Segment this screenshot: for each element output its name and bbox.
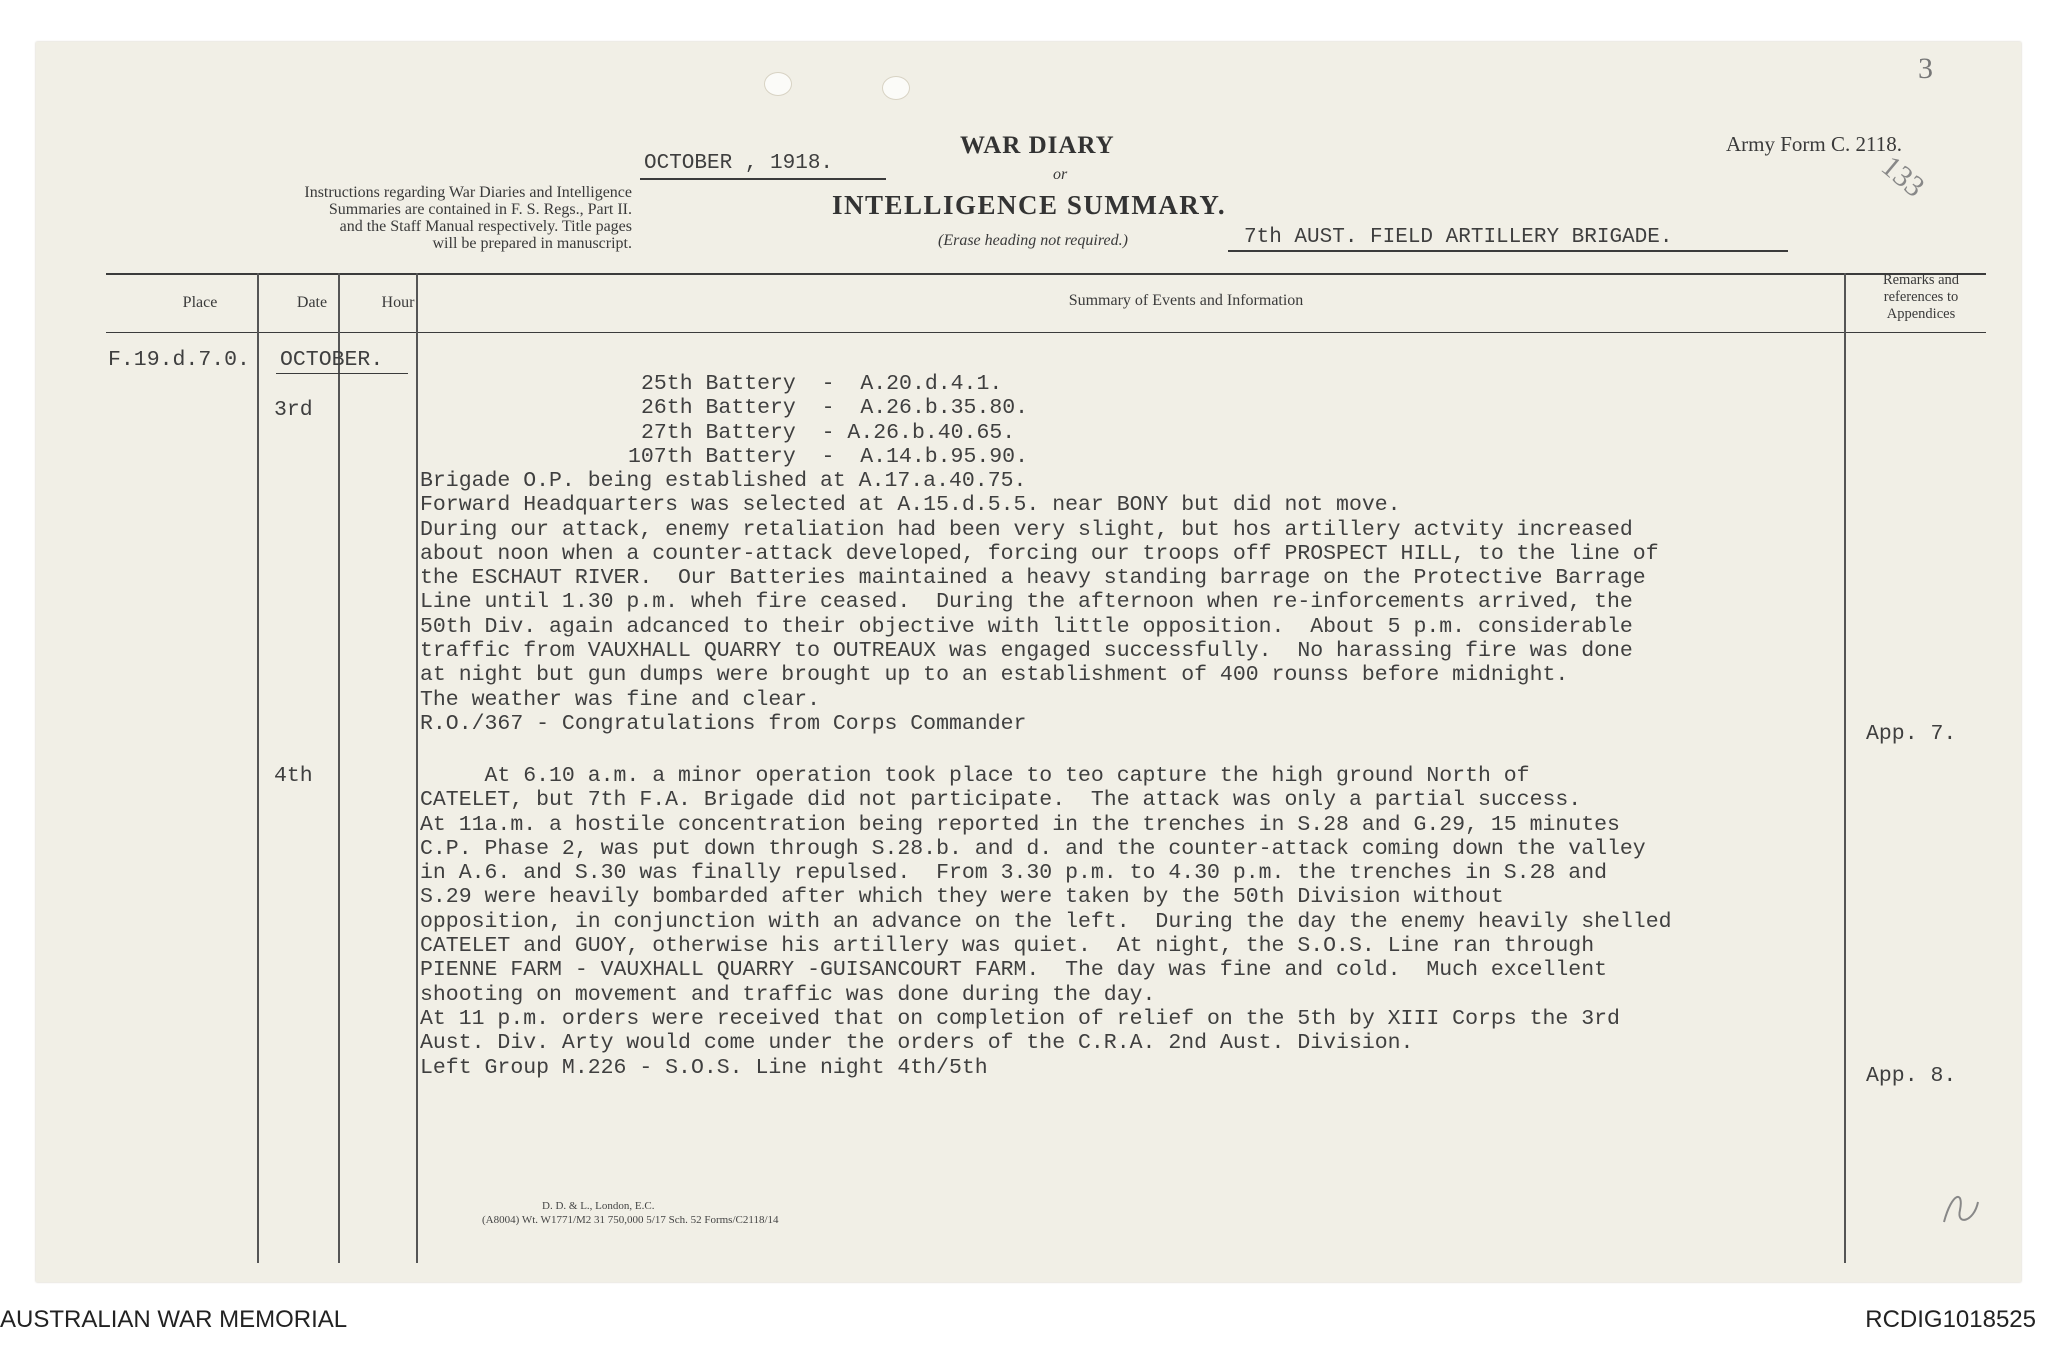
date-4th: 4th: [274, 764, 313, 788]
narrative-line: S.29 were heavily bombarded after which they were taken by the 50th Division without: [420, 885, 1504, 910]
entry-4th-text: [420, 764, 1672, 1080]
footer-record-id: RCDIG1018525: [1865, 1306, 2036, 1333]
column-divider: [416, 273, 418, 1263]
narrative-line: shooting on movement and traffic was done during the day.: [420, 982, 1156, 1007]
punch-hole: [764, 72, 792, 96]
appendix-7-ref: App. 7.: [1866, 722, 1957, 746]
narrative-line: about noon when a counter-attack developed, forcing our troops off PROSPECT HILL, to the line of: [420, 541, 1659, 566]
narrative-line: the ESCHAUT RIVER. Our Batteries maintained a heavy standing barrage on the Protective Barrage: [420, 566, 1646, 591]
title-intelligence-summary: INTELLIGENCE SUMMARY.: [832, 190, 1227, 220]
entry-3rd-text: [420, 469, 1659, 736]
unit-underline: [1228, 250, 1788, 252]
remarks-header-line: references to: [1883, 289, 1959, 305]
remarks-header-line: Remarks and: [1882, 272, 1960, 288]
table-top-rule: [106, 273, 1986, 275]
narrative-line: CATELET and GUOY, otherwise his artillery was quiet. At night, the S.O.S. Line ran through: [420, 934, 1595, 959]
column-header-summary: Summary of Events and Information: [1068, 292, 1304, 309]
instructions-block: [148, 184, 632, 252]
month-underline: [640, 178, 886, 180]
date-3rd: 3rd: [274, 398, 313, 422]
narrative-line: in A.6. and S.30 was finally repulsed. From 3.30 p.m. to 4.30 p.m. the trenches in S.28 and: [420, 861, 1607, 886]
narrative-line: The weather was fine and clear.: [420, 687, 820, 712]
instructions-line: will be prepared in manuscript.: [432, 235, 632, 252]
battery-positions: [628, 372, 1028, 469]
narrative-line: PIENNE FARM - VAUXHALL QUARRY -GUISANCOURT FARM. The day was fine and cold. Much excellent: [420, 958, 1607, 983]
battery-line: 25th Battery - A.20.d.4.1.: [641, 372, 1003, 396]
narrative-line: At 11a.m. a hostile concentration being reported in the trenches in S.28 and G.29, 15 minutes: [420, 812, 1620, 837]
column-header-remarks: [1846, 272, 1996, 323]
table-header-rule: [106, 332, 1986, 333]
instructions-line: Summaries are contained in F. S. Regs., Part II.: [328, 201, 632, 218]
narrative-line: Line until 1.30 p.m. wheh fire ceased. During the afternoon when re-inforcements arrived, the: [420, 590, 1633, 615]
narrative-line: opposition, in conjunction with an advance on the left. During the day the enemy heavily shelled: [420, 909, 1672, 934]
battery-line: 26th Battery - A.26.b.35.80.: [641, 396, 1029, 421]
printer-codes: (A8004) Wt. W1771/M2 31 750,000 5/17 Sch. 52 Forms/C2118/14: [482, 1214, 779, 1226]
column-divider: [1844, 273, 1846, 1263]
column-header-place: Place: [182, 294, 218, 311]
column-divider: [338, 273, 340, 1263]
narrative-line: Forward Headquarters was selected at A.15.d.5.5. near BONY but did not move.: [420, 493, 1401, 518]
handwritten-mark-icon: [1934, 1182, 1984, 1234]
narrative-line: At 11 p.m. orders were received that on completion of relief on the 5th by XIII Corps the 3rd: [420, 1006, 1620, 1031]
narrative-line: During our attack, enemy retaliation had been very slight, but hos artillery actvity increased: [420, 517, 1633, 542]
column-header-date: Date: [296, 294, 328, 311]
column-header-hour: Hour: [381, 294, 415, 311]
appendix-8-ref: App. 8.: [1866, 1064, 1957, 1088]
narrative-line: at night but gun dumps were brought up to an establishment of 400 rounss before midnight.: [420, 663, 1569, 688]
footer-archive-name: AUSTRALIAN WAR MEMORIAL: [0, 1306, 348, 1333]
army-form-number: Army Form C. 2118.: [1726, 132, 1902, 156]
diary-month: OCTOBER , 1918.: [644, 152, 834, 175]
narrative-line: Brigade O.P. being established at A.17.a.40.75.: [420, 469, 1027, 493]
narrative-line: R.O./367 - Congratulations from Corps Commander: [420, 711, 1027, 736]
folio-number: 133: [1874, 149, 1931, 204]
printer-imprint: D. D. & L., London, E.C.: [542, 1200, 655, 1212]
instructions-line: and the Staff Manual respectively. Title pages: [339, 218, 632, 235]
battery-line: 27th Battery - A.26.b.40.65.: [641, 420, 1016, 445]
diary-page: [36, 42, 2021, 1282]
narrative-line: traffic from VAUXHALL QUARRY to OUTREAUX was engaged successfully. No harassing fire was done: [420, 639, 1633, 664]
unit-name: 7th AUST. FIELD ARTILLERY BRIGADE.: [1244, 226, 1673, 249]
narrative-line: CATELET, but 7th F.A. Brigade did not participate. The attack was only a partial success.: [420, 788, 1582, 813]
entry-month: OCTOBER.: [280, 348, 384, 372]
narrative-line: Left Group M.226 - S.O.S. Line night 4th/5th: [420, 1055, 988, 1080]
entry-place: F.19.d.7.0.: [108, 348, 250, 372]
remarks-header-line: Appendices: [1886, 306, 1956, 322]
narrative-line: Aust. Div. Arty would come under the orders of the C.R.A. 2nd Aust. Division.: [420, 1031, 1414, 1056]
instructions-line: Instructions regarding War Diaries and Intelligence: [304, 184, 632, 201]
erase-heading-note: (Erase heading not required.): [938, 232, 1128, 249]
page-number: 3: [1918, 52, 1933, 85]
narrative-line: At 6.10 a.m. a minor operation took place to teo capture the high ground North of: [420, 764, 1530, 788]
month-label-underline: [276, 373, 408, 374]
narrative-line: C.P. Phase 2, was put down through S.28.b. and d. and the counter-attack coming down the valley: [420, 836, 1646, 861]
title-war-diary: WAR DIARY: [960, 132, 1115, 159]
narrative-line: 50th Div. again adcanced to their objective with little opposition. About 5 p.m. considerable: [420, 614, 1633, 639]
column-divider: [257, 273, 259, 1263]
punch-hole: [882, 76, 910, 100]
battery-line: 107th Battery - A.14.b.95.90.: [628, 444, 1028, 469]
title-or: or: [1053, 166, 1068, 183]
